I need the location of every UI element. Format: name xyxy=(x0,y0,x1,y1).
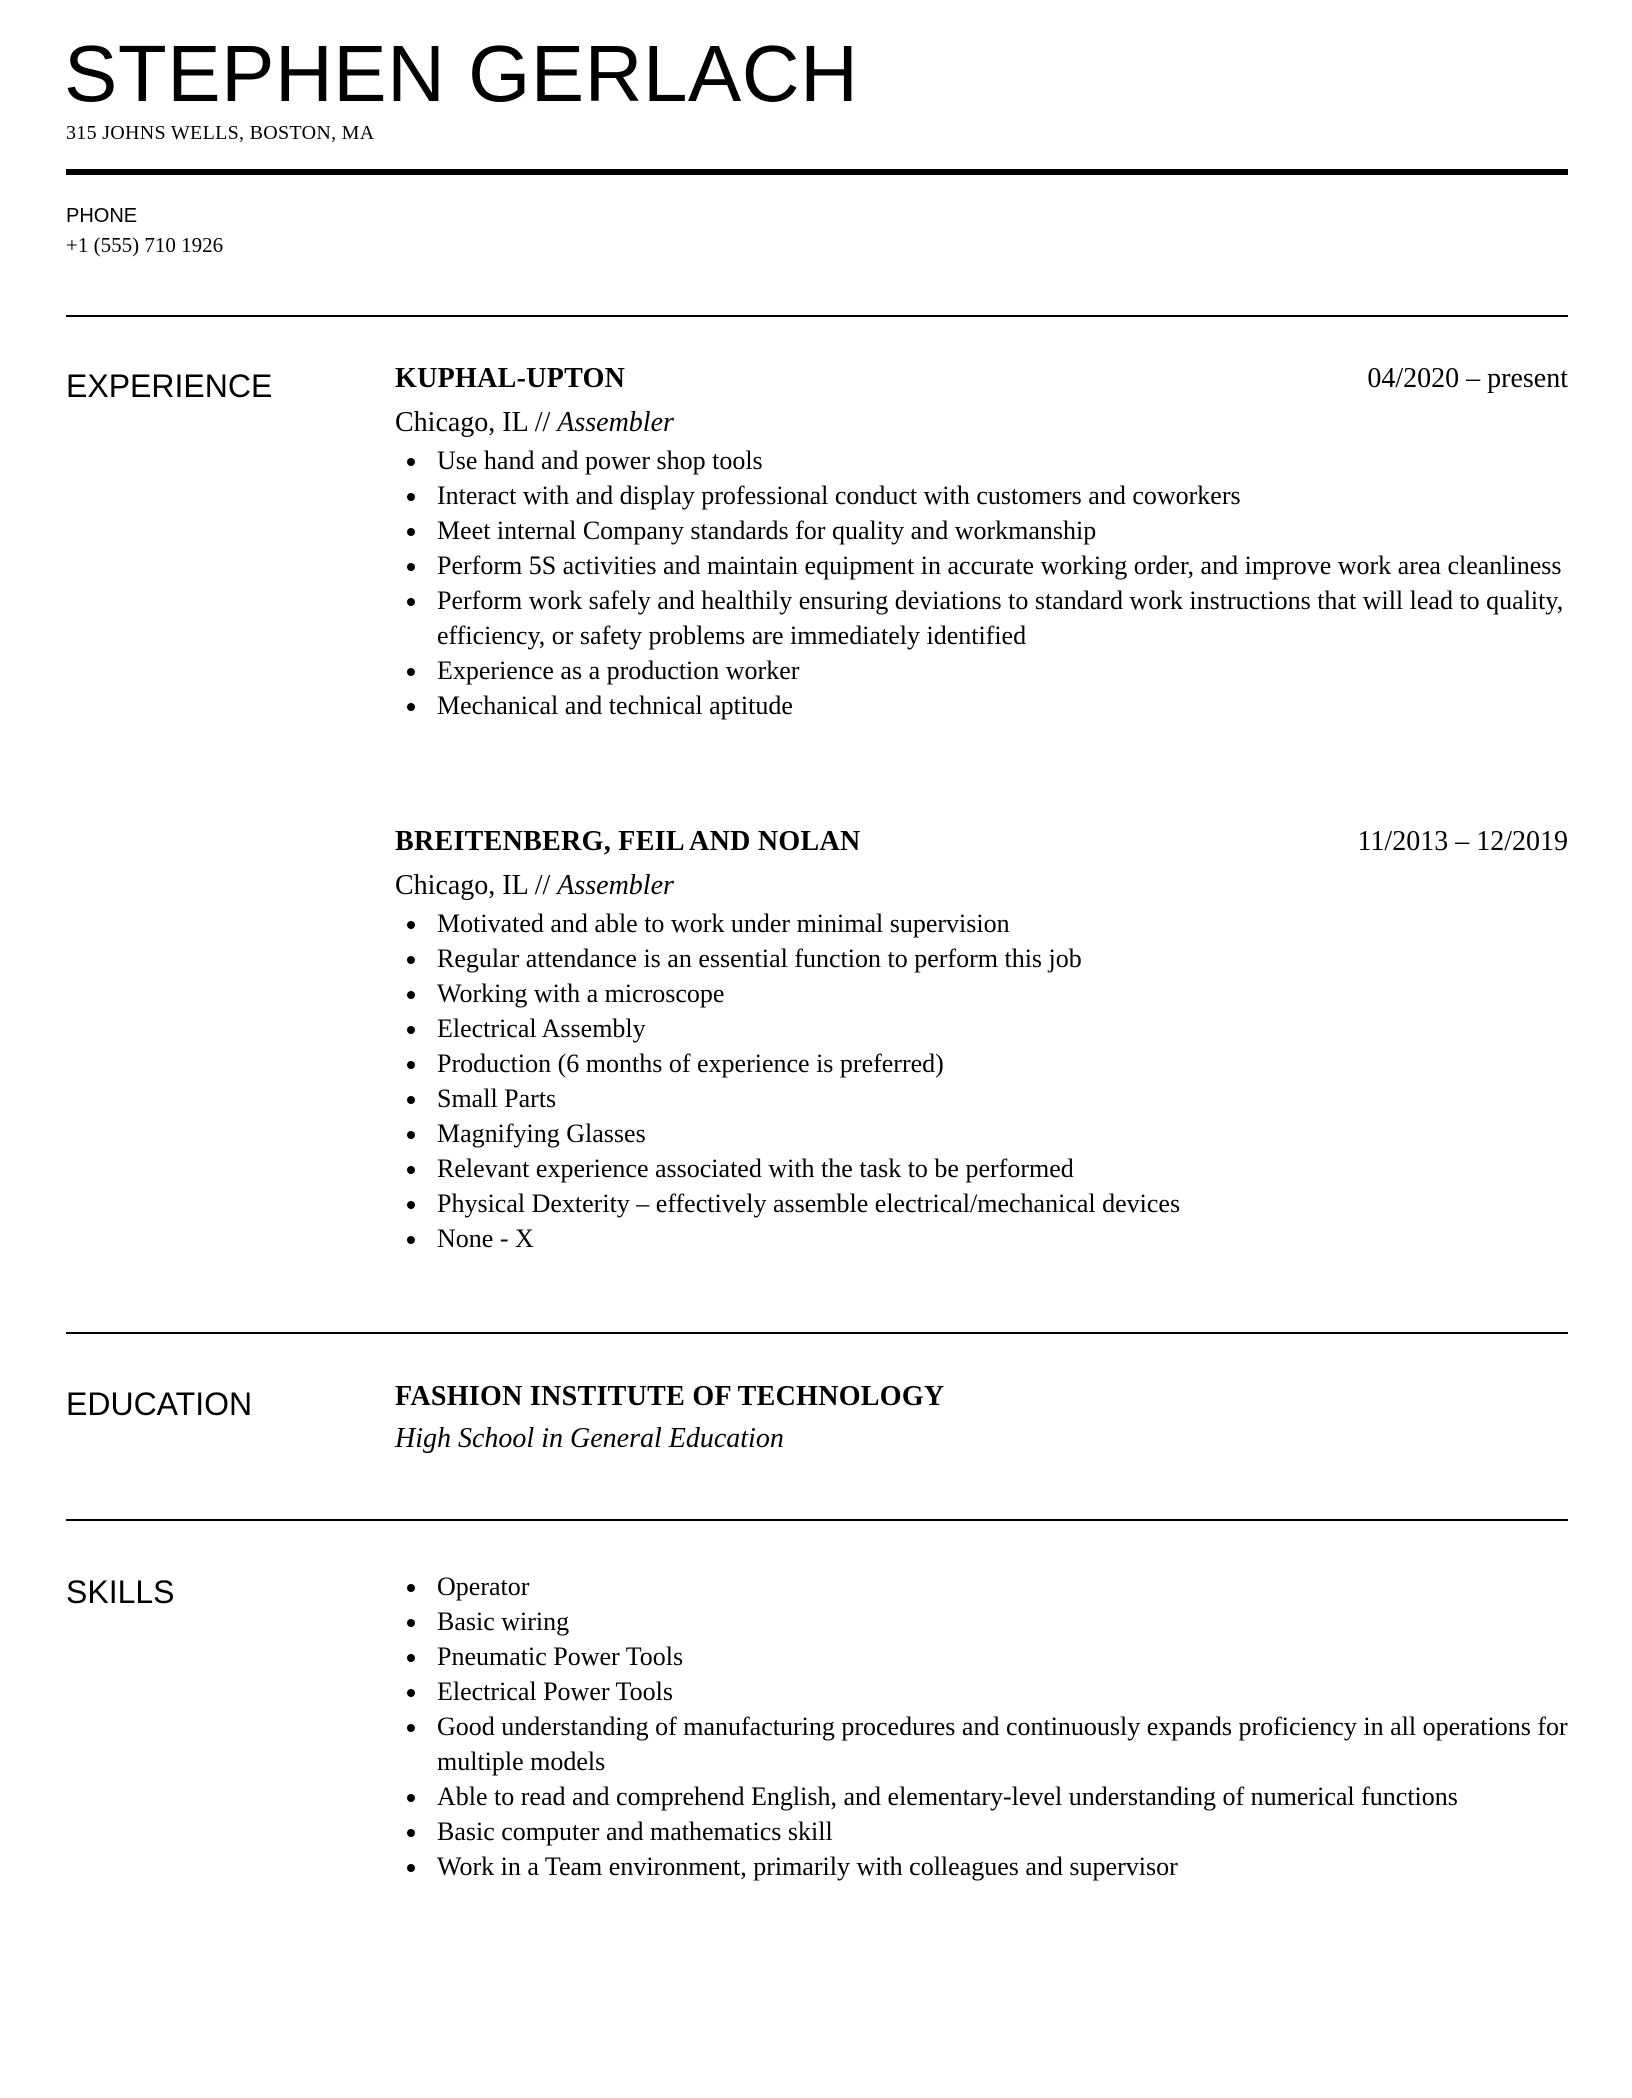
list-item: Interact with and display professional conduct with customers and coworkers xyxy=(395,478,1568,513)
job-duties-list xyxy=(395,443,1568,723)
list-item: Production (6 months of experience is preferred) xyxy=(395,1046,1568,1081)
job-role: Assembler xyxy=(557,407,674,438)
section-divider xyxy=(66,1519,1568,1521)
list-item: Motivated and able to work under minimal supervision xyxy=(395,906,1568,941)
list-item: Magnifying Glasses xyxy=(395,1116,1568,1151)
candidate-name: STEPHEN GERLACH xyxy=(64,29,859,118)
list-item: Mechanical and technical aptitude xyxy=(395,688,1568,723)
job-duties-list xyxy=(395,906,1568,1256)
list-item: Use hand and power shop tools xyxy=(395,443,1568,478)
section-divider xyxy=(66,315,1568,317)
list-item: Basic wiring xyxy=(395,1604,1568,1639)
job-location: Chicago, IL xyxy=(395,870,528,901)
list-item: Good understanding of manufacturing procedures and continuously expands proficiency in all operations for multiple models xyxy=(395,1709,1568,1779)
separator: // xyxy=(527,870,558,901)
list-item: Working with a microscope xyxy=(395,976,1568,1011)
job-location-role xyxy=(395,403,1568,443)
company-name: BREITENBERG, FEIL AND NOLAN xyxy=(395,826,861,857)
experience-heading: EXPERIENCE xyxy=(66,368,273,404)
job-location-role xyxy=(395,866,1568,906)
list-item: Electrical Power Tools xyxy=(395,1674,1568,1709)
employment-dates: 11/2013 – 12/2019 xyxy=(1357,826,1568,857)
company-name: KUPHAL-UPTON xyxy=(395,363,626,394)
experience-entry xyxy=(395,363,1568,723)
job-role: Assembler xyxy=(557,870,674,901)
skills-entry xyxy=(395,1569,1568,1884)
list-item: Able to read and comprehend English, and elementary-level understanding of numerical functions xyxy=(395,1779,1568,1814)
list-item: Operator xyxy=(395,1569,1568,1604)
list-item: Perform work safely and healthily ensuring deviations to standard work instructions that will lead to quality, efficiency, or safety problems are immediately identified xyxy=(395,583,1568,653)
header-divider xyxy=(66,169,1568,175)
list-item: Pneumatic Power Tools xyxy=(395,1639,1568,1674)
degree: High School in General Education xyxy=(395,1423,784,1454)
list-item: Basic computer and mathematics skill xyxy=(395,1814,1568,1849)
section-divider xyxy=(66,1332,1568,1334)
list-item: Small Parts xyxy=(395,1081,1568,1116)
list-item: Meet internal Company standards for quality and workmanship xyxy=(395,513,1568,548)
skills-list xyxy=(395,1569,1568,1884)
employment-dates: 04/2020 – present xyxy=(1367,363,1568,394)
skills-heading: SKILLS xyxy=(66,1574,175,1610)
list-item: Relevant experience associated with the task to be performed xyxy=(395,1151,1568,1186)
list-item: Perform 5S activities and maintain equipment in accurate working order, and improve work area cleanliness xyxy=(395,548,1568,583)
list-item: Regular attendance is an essential function to perform this job xyxy=(395,941,1568,976)
list-item: Experience as a production worker xyxy=(395,653,1568,688)
address: 315 JOHNS WELLS, BOSTON, MA xyxy=(66,122,375,144)
phone-label: PHONE xyxy=(66,205,138,227)
list-item: None - X xyxy=(395,1221,1568,1256)
phone-number: +1 (555) 710 1926 xyxy=(66,233,224,257)
list-item: Physical Dexterity – effectively assemble electrical/mechanical devices xyxy=(395,1186,1568,1221)
list-item: Electrical Assembly xyxy=(395,1011,1568,1046)
list-item: Work in a Team environment, primarily with colleagues and supervisor xyxy=(395,1849,1568,1884)
job-location: Chicago, IL xyxy=(395,407,528,438)
education-heading: EDUCATION xyxy=(66,1386,253,1422)
education-entry xyxy=(395,1381,1568,1459)
separator: // xyxy=(527,407,558,438)
experience-entry xyxy=(395,826,1568,1256)
school-name: FASHION INSTITUTE OF TECHNOLOGY xyxy=(395,1381,945,1412)
